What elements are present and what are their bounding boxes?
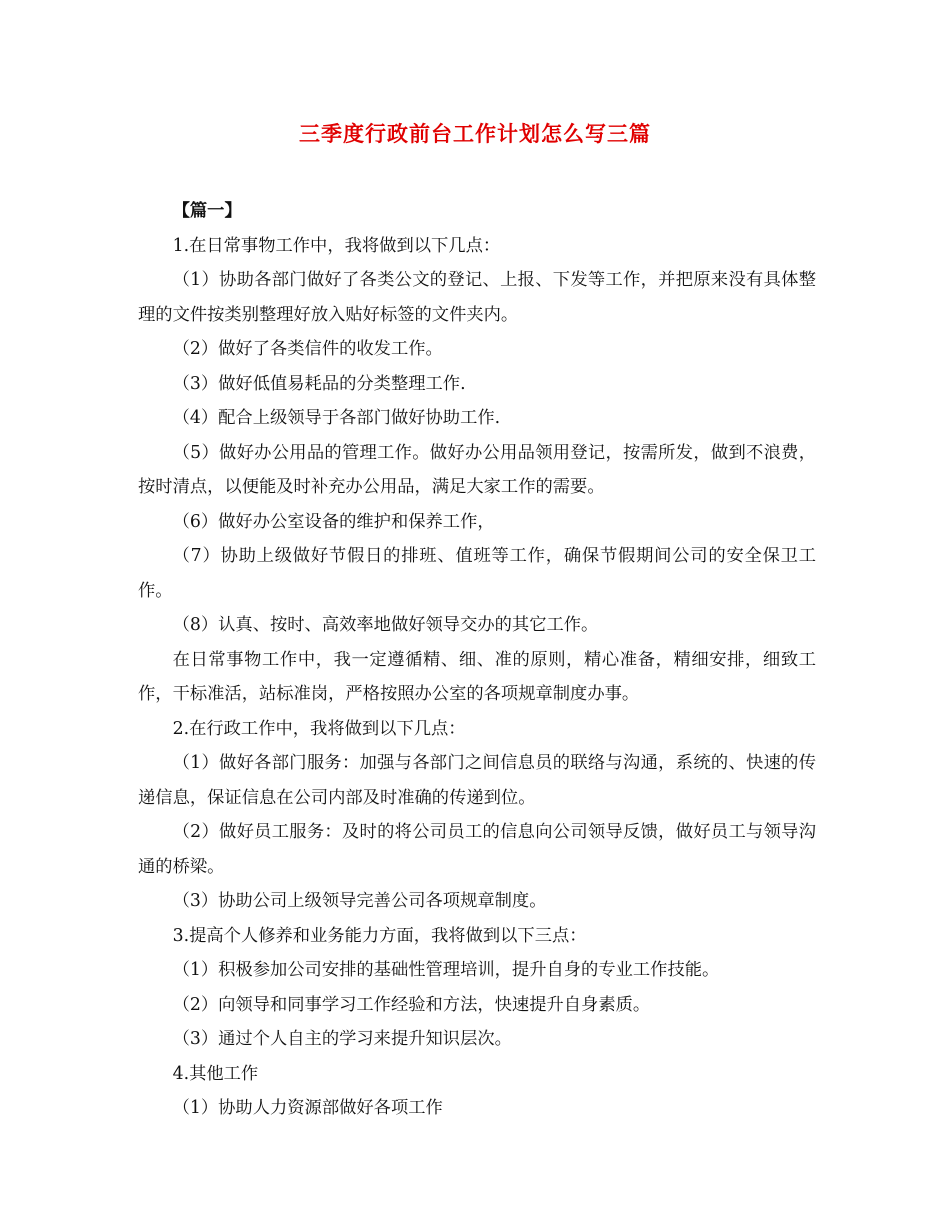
paragraph: （2）做好了各类信件的收发工作。 xyxy=(172,339,443,359)
section-label: 【篇一】 xyxy=(172,201,242,221)
paragraph: （2）做好员工服务：及时的将公司员工的信息向公司领导反馈，做好员工与领导沟通的桥梁。 xyxy=(138,822,816,877)
paragraph: （1）积极参加公司安排的基础性管理培训，提升自身的专业工作技能。 xyxy=(172,960,720,980)
document-body xyxy=(138,194,816,1126)
paragraph: 2.在行政工作中，我将做到以下几点： xyxy=(172,718,466,739)
paragraph: （8）认真、按时、高效率地做好领导交办的其它工作。 xyxy=(172,615,599,635)
paragraph: （3）通过个人自主的学习来提升知识层次。 xyxy=(172,1029,512,1049)
paragraph: （3）做好低值易耗品的分类整理工作. xyxy=(172,373,466,394)
paragraph: （3）协助公司上级领导完善公司各项规章制度。 xyxy=(172,891,547,911)
paragraph: （5）做好办公用品的管理工作。做好办公用品领用登记，按需所发，做到不浪费，按时清点，以便能及时补充办公用品，满足大家工作的需要。 xyxy=(138,442,816,497)
paragraph: 在日常事物工作中，我一定遵循精、细、准的原则，精心准备，精细安排，细致工作，干标准活，站标准岗，严格按照办公室的各项规章制度办事。 xyxy=(138,649,816,704)
paragraph: （6）做好办公室设备的维护和保养工作， xyxy=(172,511,495,532)
paragraph: 3.提高个人修养和业务能力方面，我将做到以下三点： xyxy=(172,925,587,946)
paragraph: （1）协助各部门做好了各类公文的登记、上报、下发等工作，并把原来没有具体整理的文件按类别整理好放入贴好标签的文件夹内。 xyxy=(138,270,816,325)
paragraph: 1.在日常事物工作中，我将做到以下几点： xyxy=(172,235,501,256)
paragraph: （2）向领导和同事学习工作经验和方法，快速提升自身素质。 xyxy=(172,994,651,1015)
document-title: 三季度行政前台工作计划怎么写三篇 xyxy=(299,121,651,146)
paragraph: （7）协助上级做好节假日的排班、值班等工作，确保节假期间公司的安全保卫工作。 xyxy=(138,546,816,601)
paragraph: （1）做好各部门服务：加强与各部门之间信息员的联络与沟通，系统的、快速的传递信息，保证信息在公司内部及时准确的传递到位。 xyxy=(138,753,816,808)
paragraph: （1）协助人力资源部做好各项工作 xyxy=(172,1098,443,1118)
paragraph: 4.其他工作 xyxy=(172,1063,259,1084)
paragraph: （4）配合上级领导于各部门做好协助工作. xyxy=(172,408,501,428)
